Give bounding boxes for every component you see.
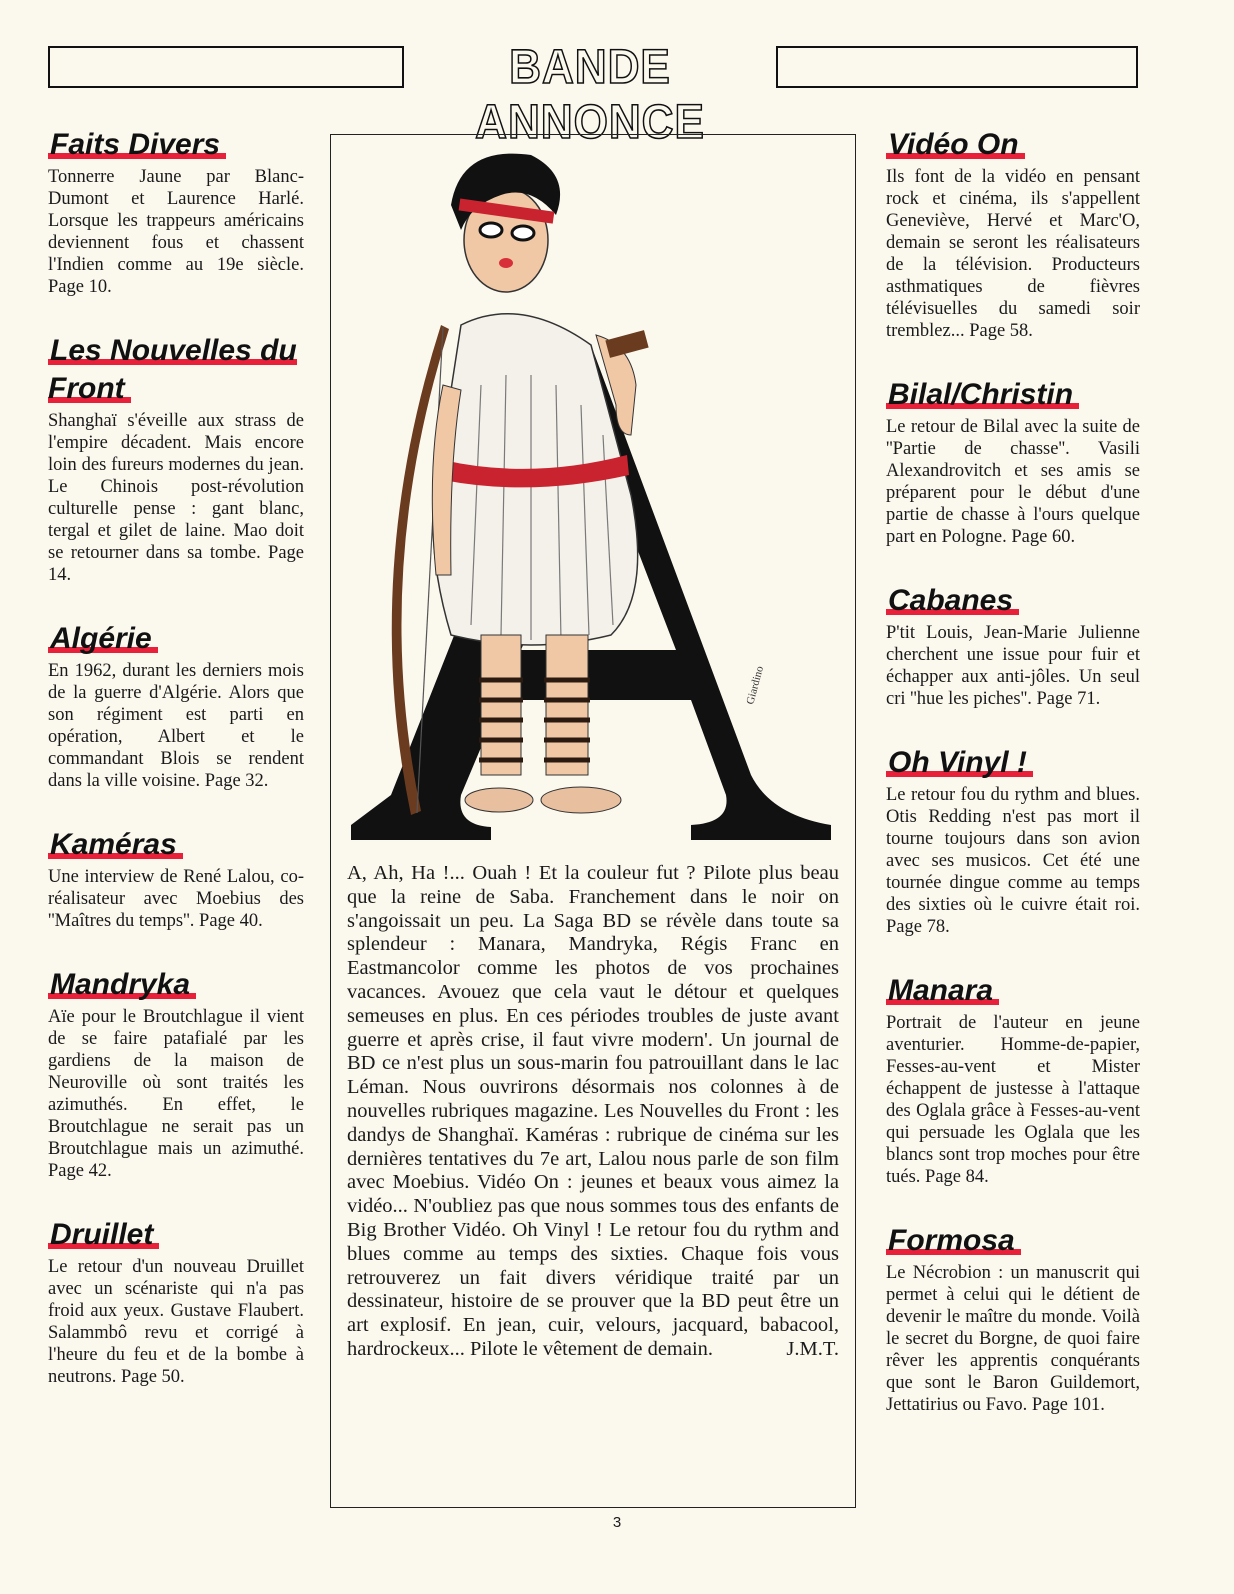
section-heading [886, 744, 1140, 782]
section-heading-label: Manara [886, 974, 999, 1007]
editorial-signature: J.M.T. [786, 1337, 839, 1360]
section-heading [886, 376, 1140, 414]
section-heading [48, 620, 304, 658]
right-column [886, 126, 1140, 1450]
section-summary: Une interview de René Lalou, co-réalisateur avec Moebius des ''Maîtres du temps''. Page 40. [48, 867, 304, 931]
page-number: 3 [612, 1514, 622, 1531]
section-heading [886, 126, 1140, 164]
section-item [886, 972, 1140, 1188]
section-heading-label: Vidéo On [886, 128, 1025, 161]
section-heading [48, 332, 304, 408]
section-item [48, 332, 304, 586]
section-item [886, 744, 1140, 938]
section-heading [48, 1216, 304, 1254]
section-item [48, 620, 304, 792]
section-summary: P'tit Louis, Jean-Marie Julienne cherchent une issue pour fuir et échapper aux anti-jôles. Un seul cri ''hue les piches''. Page 71. [886, 623, 1140, 709]
editorial-box [330, 134, 856, 1508]
section-heading-label: Faits Divers [48, 128, 226, 161]
section-summary: Le retour fou du rythm and blues. Otis Redding n'est pas mort il tourne toujours dans son avion avec ses musicos. Cet été une tournée dingue comme au temps des sixties où le cuivre était roi. Page 78. [886, 785, 1140, 937]
section-heading [48, 826, 304, 864]
section-summary: Ils font de la vidéo en pensant rock et cinéma, ils s'appellent Geneviève, Hervé et Marc'O, demain se seront les réalisateurs de la télévision. Producteurs asthmatiques de fièvres télévisuelles du samedi soir tremblez... Page 58. [886, 167, 1140, 341]
section-heading-label: Algérie [48, 622, 158, 655]
section-summary: Aïe pour le Broutchlague il vient de se faire patafialé par les gardiens de la maison de Neuroville où sont traités les azimuthés. En effet, le Broutchlague ne serait pas un Broutchlague mais un azimuthé. Page 42. [48, 1007, 304, 1181]
letter-a-illustration [331, 135, 854, 875]
section-heading-label: Bilal/Christin [886, 378, 1079, 411]
section-item [886, 1222, 1140, 1416]
section-summary: Le retour d'un nouveau Druillet avec un scénariste qui n'a pas froid aux yeux. Gustave Flaubert. Salammbô revu et corrigé à l'heure du feu et de la bombe à neutrons. Page 50. [48, 1257, 304, 1387]
section-heading [886, 1222, 1140, 1260]
section-item [48, 1216, 304, 1388]
section-heading [886, 972, 1140, 1010]
section-heading-label: Kaméras [48, 828, 183, 861]
editorial-text [347, 862, 839, 1362]
header-rule-right [776, 46, 1138, 88]
section-summary: Shanghaï s'éveille aux strass de l'empire décadent. Mais encore loin des fureurs modernes du jean. Le Chinois post-révolution culturelle pense : gant blanc, tergal et gilet de laine. Mao doit se retourner dans sa tombe. Page 14. [48, 411, 304, 585]
section-heading-label: Formosa [886, 1224, 1021, 1257]
page-title: BANDE ANNONCE [475, 41, 705, 149]
section-item [886, 582, 1140, 710]
header-rule-left [48, 46, 404, 88]
section-heading-label: Druillet [48, 1218, 159, 1251]
section-item [886, 376, 1140, 548]
section-heading [48, 966, 304, 1004]
section-item [48, 826, 304, 932]
editorial-body: A, Ah, Ha !... Ouah ! Et la couleur fut ? Pilote plus beau que la reine de Saba. Franchement dans le noir on s'angoissait un peu. La Saga BD se révèle dans toute sa splendeur : Manara, Mandryka, Régis Franc en Eastmancolor comme les photos de vos prochaines vacances. Avouez que cela vaut le détour et quelques semeuses en plus. En ces périodes troubles de juste avant guerre et après crise, il faut vivre modern'. Un journal de BD ce n'est plus un sous-marin fou patrouillant dans le lac Léman. Nous ouvrirons désormais nos colonnes à de nouvelles rubriques magazine. Les Nouvelles du Front : les dandys de Shanghaï. Kaméras : rubrique de cinéma sur les dernières tentatives du 7e art, Lalou nous parle de son film avec Moebius. Vidéo On : jeunes et beaux vous aimez la vidéo... N'oubliez pas que nous sommes tous des enfants de Big Brother Vidéo. Oh Vinyl ! Le retour fou du rythm and blues comme au temps des sixties. Chaque fois vous retrouverez un fait divers véridique traité par un dessinateur, histoire de se prouver que la BD peut être un art explosif. En jean, cuir, velours, jacquard, babacool, hardrockeux... Pilote le vêtement de demain. [347, 862, 839, 1360]
section-item [886, 126, 1140, 342]
svg-text:Giardino: Giardino [744, 664, 767, 706]
section-heading-label: Cabanes [886, 584, 1019, 617]
section-heading [48, 126, 304, 164]
section-summary: Portrait de l'auteur en jeune aventurier. Homme-de-papier, Fesses-au-vent et Mister échappent de justesse à l'attaque des Oglala grâce à Fesses-au-vent qui persuade les Oglala que les blancs sont trop moches pour être tués. Page 84. [886, 1013, 1140, 1187]
section-item [48, 126, 304, 298]
left-column [48, 126, 304, 1422]
section-heading [886, 582, 1140, 620]
section-heading-label: Les Nouvelles du Front [48, 334, 297, 405]
section-heading-label: Oh Vinyl ! [886, 746, 1033, 779]
section-summary: Tonnerre Jaune par Blanc-Dumont et Laurence Harlé. Lorsque les trappeurs américains deviennent fous et chassent l'Indien comme au 19e siècle. Page 10. [48, 167, 304, 297]
section-heading-label: Mandryka [48, 968, 196, 1001]
section-summary: Le Nécrobion : un manuscrit qui permet à celui qui le détient de devenir le maître du monde. Voilà le secret du Borgne, de quoi faire rêver les apprentis conquérants que sont le Baron Guildemort, Jettatirius ou Favo. Page 101. [886, 1263, 1140, 1415]
section-summary: Le retour de Bilal avec la suite de ''Partie de chasse''. Vasili Alexandrovitch et ses amis se préparent pour le début d'une partie de chasse à l'ours quelque part en Pologne. Page 60. [886, 417, 1140, 547]
section-item [48, 966, 304, 1182]
section-summary: En 1962, durant les derniers mois de la guerre d'Algérie. Alors que son régiment est parti en opération, Albert et le commandant Blois se rendent dans la ville voisine. Page 32. [48, 661, 304, 791]
